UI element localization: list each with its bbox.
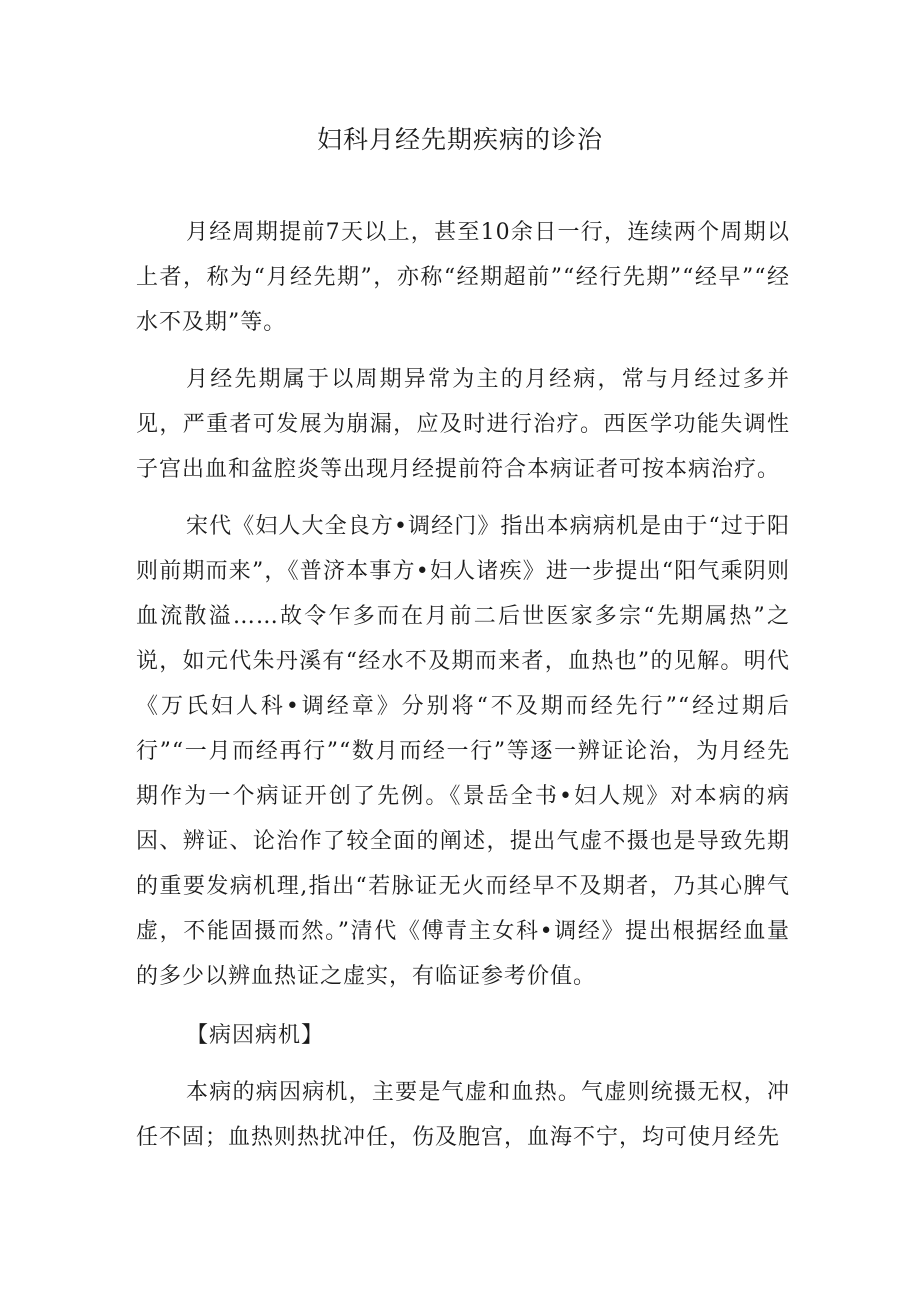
paragraph-history: 宋代《妇人大全良方•调经门》指出本病病机是由于“过于阳则前期而来”，《普济本事方•妇人诸疾》进一步提出“阳气乘阴则血流散溢……故令乍多而在月前二后世医家多宗“先期属热”之说，如元代朱丹溪有“经水不及期而来者，血热也”的见解。明代《万氏妇人科•调经章》分别将“不及期而经先行”“经过期后行”“一月而经再行”“数月而经一行”等逐一辨证论治，为月经先期作为一个病证开创了先例。《景岳全书•妇人规》对本病的病因、辨证、论治作了较全面的阐述，提出气虚不摄也是导致先期的重要发病机理,指出“若脉证无火而经早不及期者，乃其心脾气虚，不能固摄而然。”清代《傅青主女科•调经》提出根据经血量的多少以辨血热证之虚实，有临证参考价值。	[136, 514, 790, 989]
document-title: 妇科月经先期疾病的诊治	[316, 125, 603, 154]
document-body	[136, 210, 790, 1172]
paragraph-definition: 月经周期提前7天以上，甚至10余日一行，连续两个周期以上者，称为“月经先期”，亦称“经期超前”“经行先期”“经早”“经水不及期”等。	[136, 220, 790, 335]
paragraph-etiology: 本病的病因病机，主要是气虚和血热。气虚则统摄无权，冲任不固；血热则热扰冲任，伤及胞宫，血海不宁，均可使月经先	[136, 1080, 790, 1150]
paragraph-classification: 月经先期属于以周期异常为主的月经病，常与月经过多并见，严重者可发展为崩漏，应及时进行治疗。西医学功能失调性子宫出血和盆腔炎等出现月经提前符合本病证者可按本病治疗。	[136, 367, 790, 482]
section-heading-etiology: 【病因病机】	[186, 1023, 325, 1048]
